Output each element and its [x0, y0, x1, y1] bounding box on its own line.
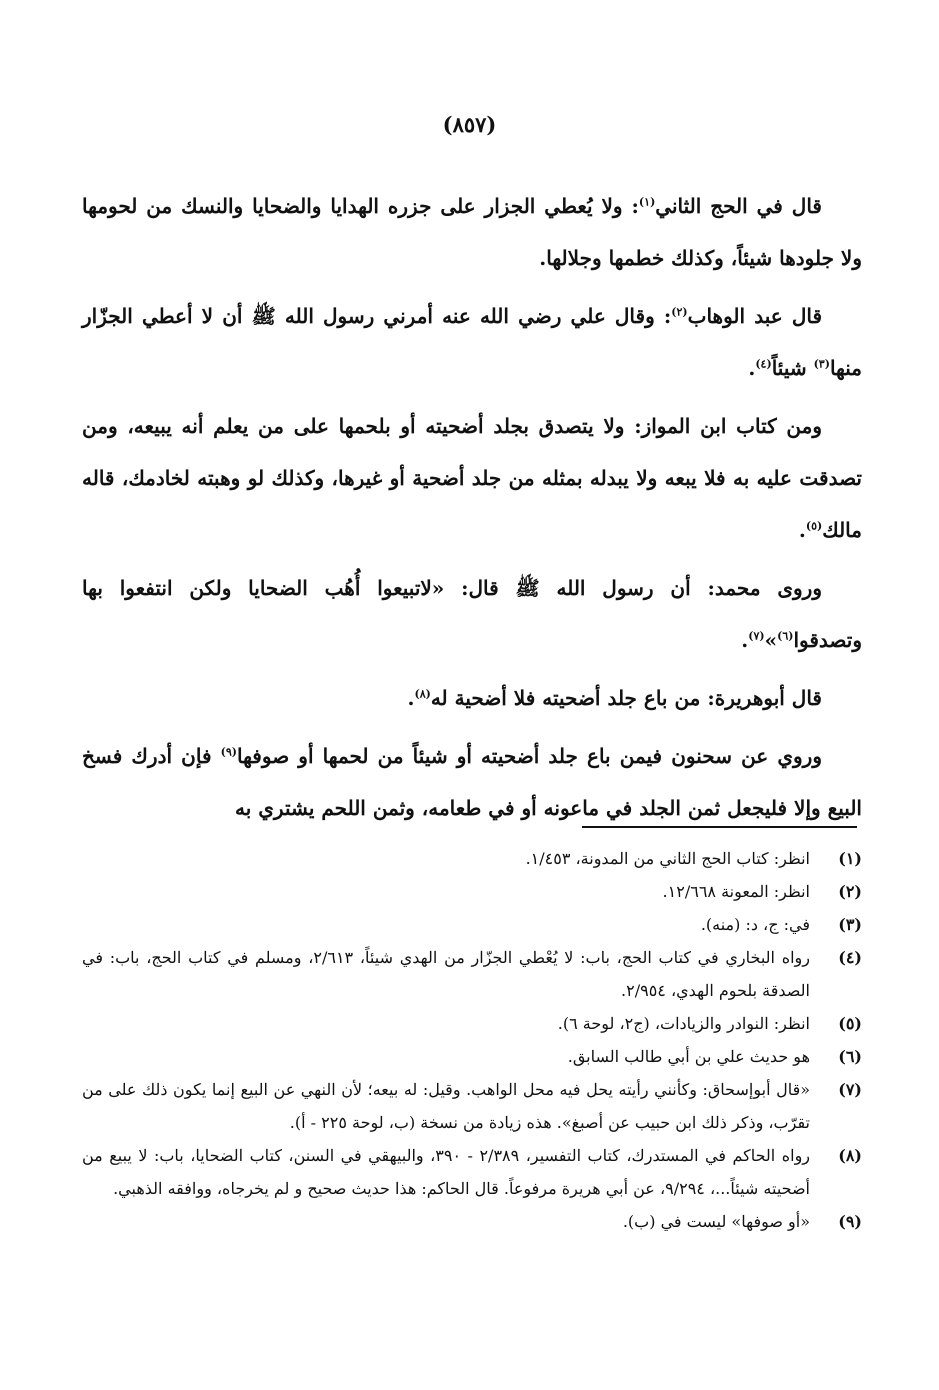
- paragraph-text: .: [748, 356, 756, 380]
- footnote-number: (٦): [838, 1047, 862, 1066]
- footnote-number: (٥): [838, 1014, 862, 1033]
- page-number: (٨٥٧): [442, 112, 497, 137]
- paragraph: [82, 400, 862, 556]
- footnote-item: [82, 1073, 862, 1139]
- footnote-ref[interactable]: (٦): [777, 629, 794, 643]
- paragraph-text: قال في الحج الثاني: [655, 194, 822, 218]
- paragraph-text: ومن كتاب ابن المواز: ولا يتصدق بجلد أضحيته أو بلحمها على من يعلم أنه يبيعه، ومن تصدقت عليه به فلا يبعه ولا يبدله بمثله من جلد أضحية أو غيرها، وكذلك لو وهبته لخادمك، قاله مالك: [82, 414, 862, 542]
- paragraph-text: »: [764, 628, 778, 652]
- paragraph: [82, 730, 862, 834]
- footnote-text: انظر: المعونة ١٢/٦٦٨.: [662, 882, 810, 901]
- main-text: [82, 180, 862, 840]
- footnote-number: (١): [838, 849, 862, 868]
- paragraph-text: .: [741, 628, 749, 652]
- paragraph-text: .: [407, 686, 415, 710]
- footnote-item: [82, 1139, 862, 1205]
- footnote-number: (٤): [838, 948, 862, 967]
- paragraph-text: : وقال علي رضي الله عنه أمرني رسول الله ﷺ أن لا أعطي الجزّار منها: [82, 304, 862, 380]
- paragraph: [82, 562, 862, 666]
- footnote-number: (٨): [838, 1146, 862, 1165]
- paragraph-text: شيئاً: [771, 356, 814, 380]
- footnote-ref[interactable]: (٥): [805, 519, 823, 533]
- paragraph: [82, 180, 862, 284]
- paragraph: [82, 672, 862, 724]
- paragraph-text: قال أبوهريرة: من باع جلد أضحيته فلا أضحية له: [430, 686, 822, 710]
- paragraph-text: .: [798, 518, 806, 542]
- paragraph-text: : ولا يُعطي الجزار على جزره الهدايا والضحايا والنسك من لحومها ولا جلودها شيئاً، وكذلك خطمها وجلالها.: [82, 194, 862, 270]
- footnote-ref[interactable]: (١): [638, 195, 656, 209]
- footnote-item: [82, 842, 862, 875]
- footnote-ref[interactable]: (٤): [755, 357, 772, 371]
- footnote-item: [82, 1007, 862, 1040]
- footnote-item: [82, 1205, 862, 1238]
- footnote-ref[interactable]: (٩): [220, 745, 237, 759]
- footnote-number: (٢): [838, 882, 862, 901]
- footnote-text: في: ج، د: (منه).: [700, 915, 810, 934]
- paragraph-text: وروي عن سحنون فيمن باع جلد أضحيته أو شيئاً من لحمها أو صوفها: [236, 744, 822, 768]
- footnote-item: [82, 1040, 862, 1073]
- footnote-text: انظر: النوادر والزيادات، (ج٢، لوحة ٦).: [557, 1014, 810, 1033]
- footnote-number: (٣): [838, 915, 862, 934]
- paragraph-text: وروى محمد: أن رسول الله ﷺ قال: «لاتبيعوا أُهُب الضحايا ولكن انتفعوا بها وتصدقوا: [82, 576, 862, 652]
- paragraph: [82, 290, 862, 394]
- footnote-divider: [582, 826, 857, 828]
- footnote-number: (٩): [838, 1212, 862, 1231]
- footnote-text: «قال أبوإسحاق: وكأنني رأيته يحل فيه محل الواهب. وقيل: له بيعه؛ لأن النهي عن البيع إنما يكون ذلك على من تقرّب، وذكر ذلك ابن حبيب عن أصبغ». هذه زيادة من نسخة (ب، لوحة ٢٢٥ - أ).: [82, 1080, 810, 1132]
- footnote-text: هو حديث علي بن أبي طالب السابق.: [567, 1047, 810, 1066]
- footnote-item: [82, 941, 862, 1007]
- paragraph-text: قال عبد الوهاب: [687, 304, 823, 328]
- footnote-ref[interactable]: (٣): [813, 357, 830, 371]
- footnote-number: (٧): [838, 1080, 862, 1099]
- footnote-text: رواه البخاري في كتاب الحج، باب: لا يُعْطي الجزّار من الهدي شيئاً، ٢/٦١٣، ومسلم في كتاب الحج، باب: في الصدقة بلحوم الهدي، ٢/٩٥٤.: [82, 948, 811, 1000]
- footnote-item: [82, 908, 862, 941]
- footnote-text: انظر: كتاب الحج الثاني من المدونة، ١/٤٥٣.: [525, 849, 810, 868]
- footnote-ref[interactable]: (٨): [414, 687, 431, 701]
- paragraph-text: فإن أدرك فسخ البيع وإلا فليجعل ثمن الجلد في ماعونه أو في طعامه، وثمن اللحم يشتري به: [82, 744, 862, 820]
- footnote-ref[interactable]: (٢): [671, 305, 688, 319]
- footnote-ref[interactable]: (٧): [748, 629, 765, 643]
- footnote-text: رواه الحاكم في المستدرك، كتاب التفسير، ٢/٣٨٩ - ٣٩٠، والبيهقي في السنن، كتاب الضحايا، باب: لا يبيع من أضحيته شيئاً...، ٩/٢٩٤، عن أبي هريرة مرفوعاً. قال الحاكم: هذا حديث صحيح و لم يخرجاه، ووافقه الذهبي.: [82, 1146, 811, 1198]
- footnote-text: «أو صوفها» ليست في (ب).: [622, 1212, 810, 1231]
- footnote-item: [82, 875, 862, 908]
- footnotes: [82, 842, 862, 1238]
